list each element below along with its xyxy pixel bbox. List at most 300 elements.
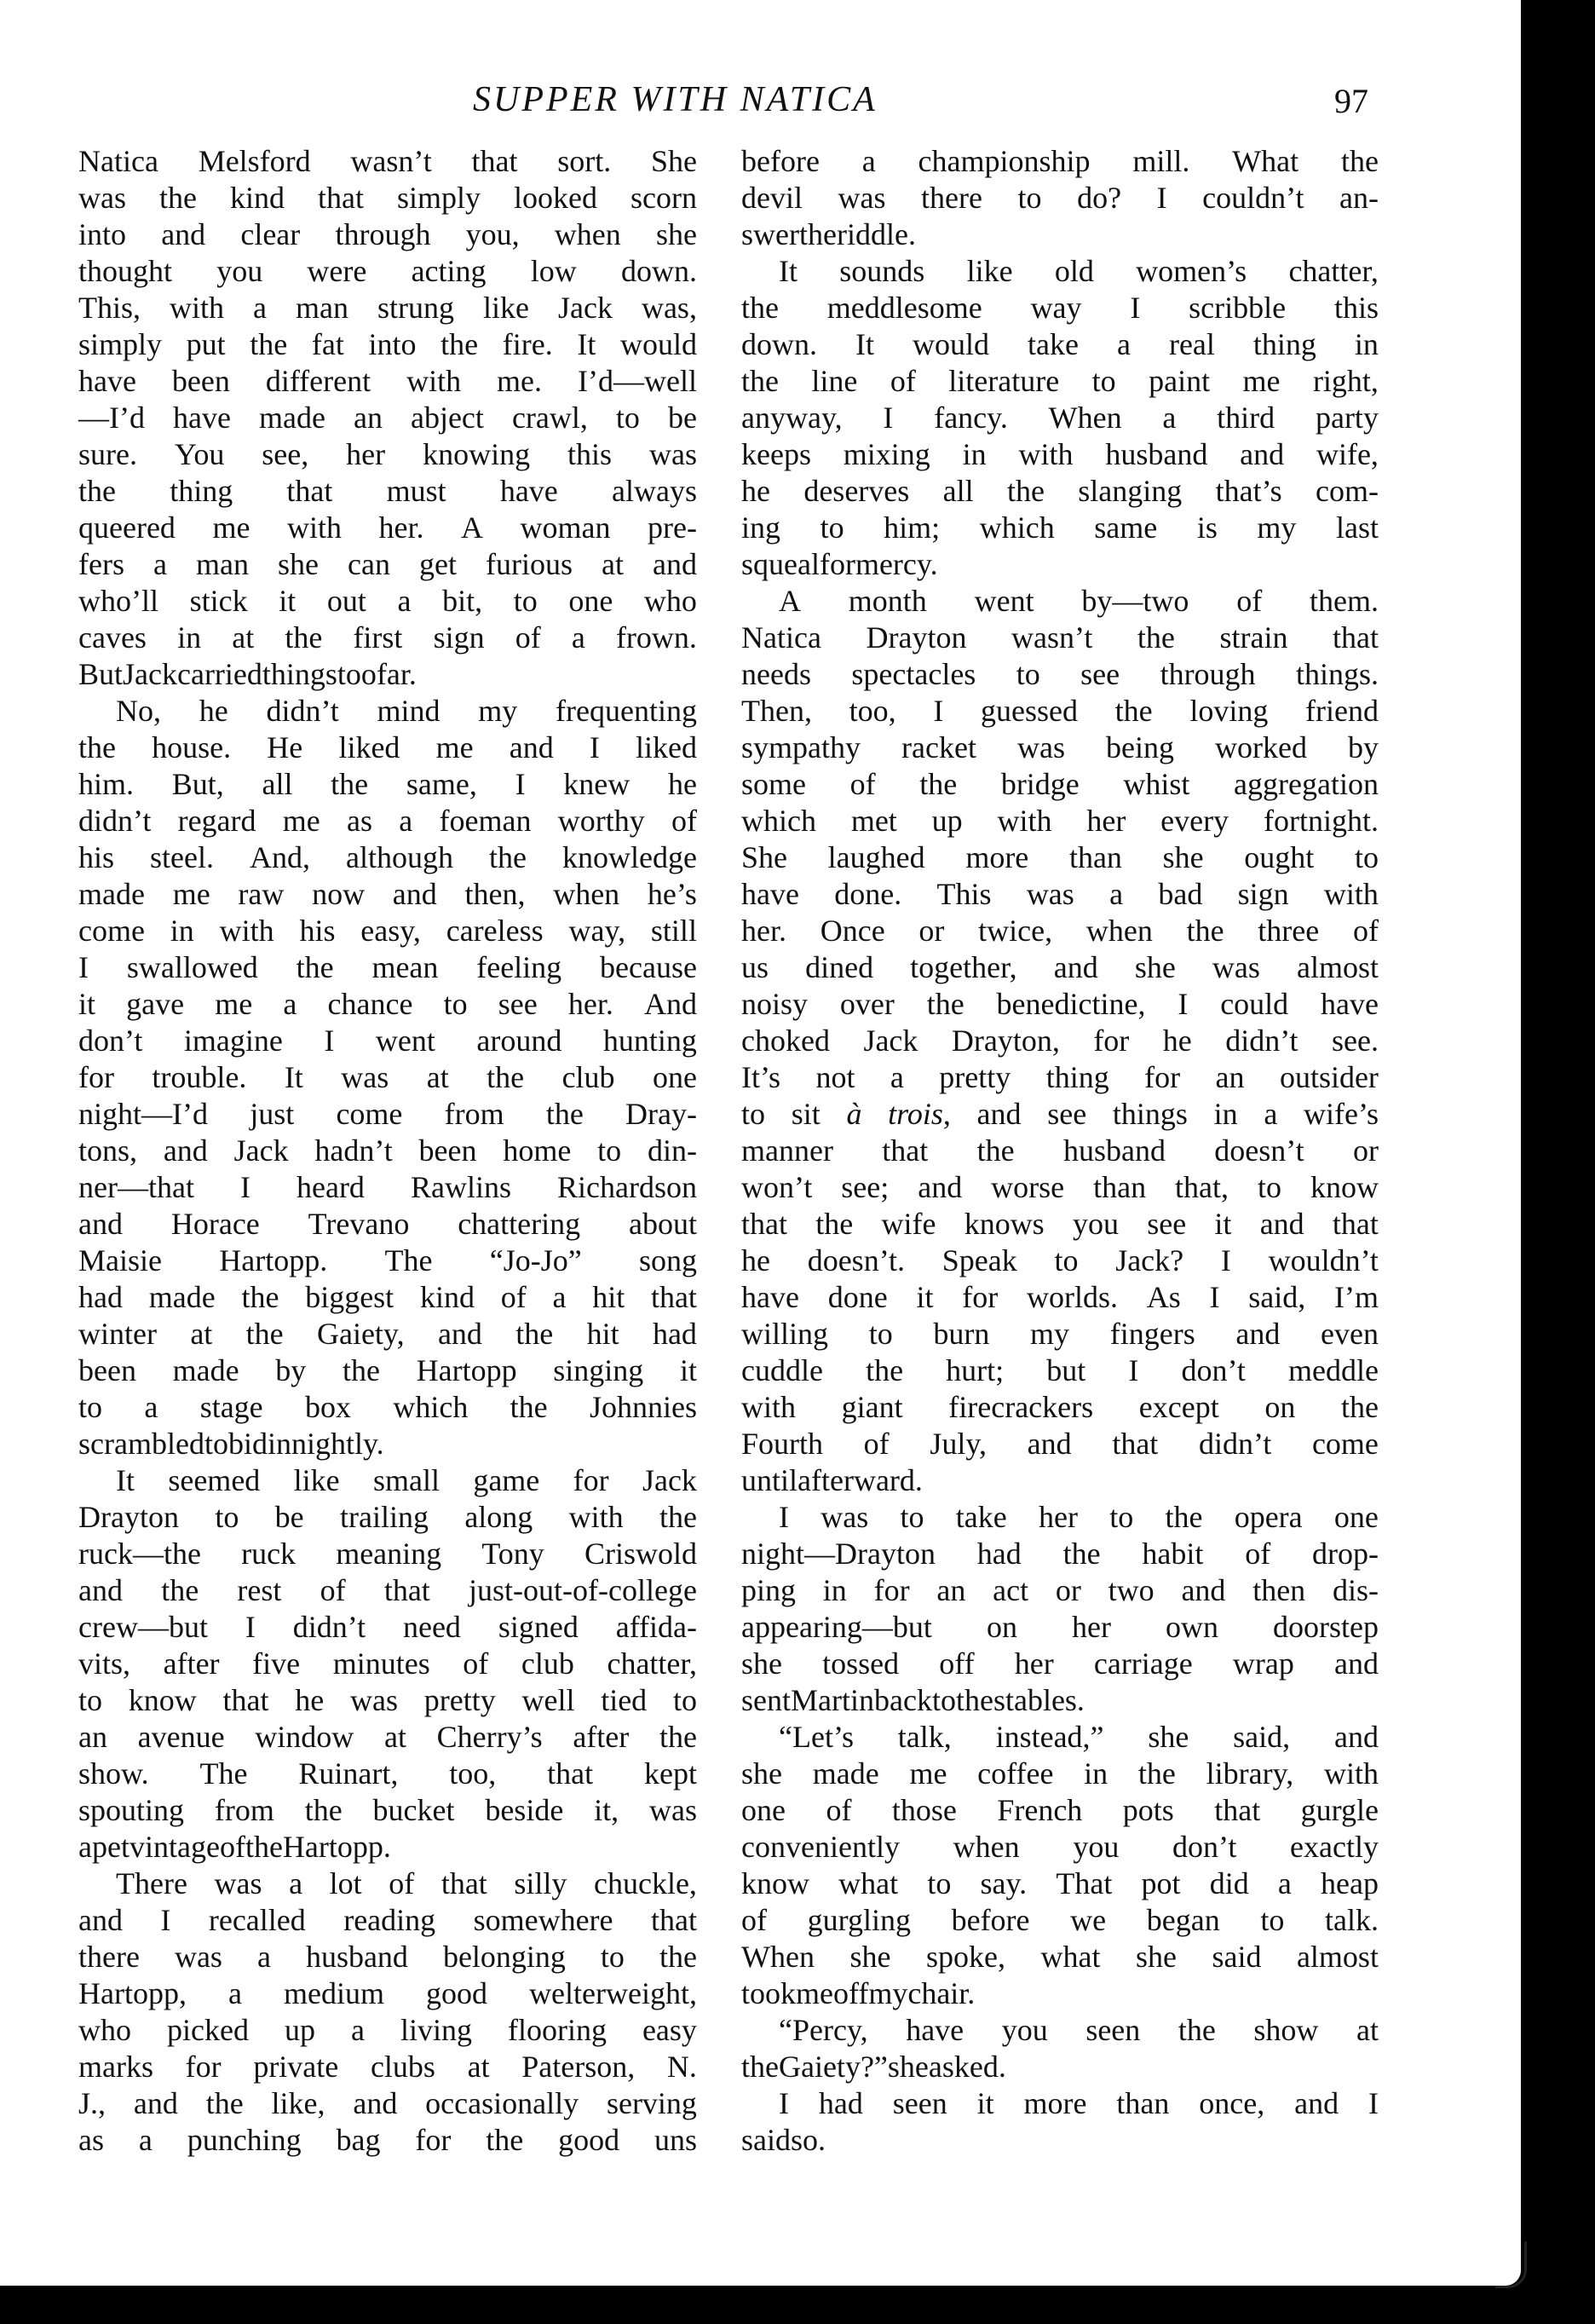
word: even: [1321, 1317, 1379, 1351]
word: the: [285, 620, 323, 655]
word: burn: [933, 1317, 990, 1351]
word: for: [873, 1573, 910, 1607]
word: and: [353, 2086, 398, 2120]
word: dis-: [1332, 1573, 1379, 1607]
word: made: [172, 1353, 239, 1387]
word: which: [979, 510, 1055, 545]
word: that: [1214, 1793, 1261, 1827]
word: down.: [620, 254, 697, 288]
word: things: [1112, 1097, 1188, 1131]
word: month: [848, 584, 927, 618]
word: choked: [741, 1024, 830, 1058]
word: didn’t: [266, 694, 339, 728]
word: that: [741, 1207, 787, 1241]
word: championship: [918, 144, 1091, 178]
word: low: [530, 254, 577, 288]
word: It: [577, 327, 596, 361]
word: I: [1368, 2086, 1379, 2120]
word: say.: [980, 1866, 1028, 1900]
word: night—Drayton: [741, 1537, 936, 1571]
word: me: [212, 510, 250, 545]
word: for: [415, 2123, 452, 2157]
word: to: [927, 1866, 952, 1900]
word: the: [515, 1317, 554, 1351]
word: what: [1040, 1940, 1101, 1974]
word: with: [741, 1390, 797, 1424]
word: act: [993, 1573, 1029, 1607]
word: Hartopp.: [219, 1243, 328, 1277]
text-line: [741, 1243, 1379, 1279]
word: just: [250, 1097, 295, 1131]
word: a: [289, 1866, 303, 1900]
text-line: [741, 473, 1379, 510]
text-line: [78, 400, 697, 436]
text-line: [741, 1389, 1379, 1426]
word: had: [78, 1280, 123, 1314]
text-line: [741, 1059, 1379, 1096]
word: in: [1084, 1756, 1108, 1791]
word: she: [887, 2050, 929, 2084]
word: of: [890, 364, 916, 398]
word: furious: [485, 547, 573, 581]
word: literature: [948, 364, 1060, 398]
word: won’t: [741, 1170, 813, 1204]
word: Cherry’s: [436, 1720, 543, 1754]
word: he: [741, 1243, 770, 1277]
word: made: [812, 1756, 879, 1791]
word: that: [1112, 1427, 1159, 1461]
word: hit: [592, 1280, 625, 1314]
word: to: [741, 1097, 766, 1131]
word: that: [440, 1866, 487, 1900]
text-line: [78, 1866, 697, 1902]
word: husband: [1062, 1133, 1166, 1168]
word: he’s: [647, 877, 697, 911]
word: simply: [396, 181, 481, 215]
word: a: [1277, 1866, 1292, 1900]
word: kind: [229, 181, 285, 215]
word: mean: [371, 950, 439, 984]
word: scribble: [1189, 291, 1287, 325]
word: just-out-of-college: [469, 1573, 697, 1607]
text-line: [741, 2012, 1379, 2049]
text-line: [78, 2122, 697, 2159]
word: women’s: [1136, 254, 1247, 288]
word: Speak: [941, 1243, 1017, 1277]
word: a: [571, 620, 585, 655]
word: swer: [741, 217, 799, 251]
word: biggest: [305, 1280, 394, 1314]
text-line: [78, 986, 697, 1023]
word: husband: [305, 1940, 408, 1974]
word: of: [1245, 1537, 1271, 1571]
word: for: [573, 1463, 609, 1497]
word: husband: [1105, 437, 1208, 471]
word: gurgle: [1300, 1793, 1379, 1827]
word: it: [78, 987, 96, 1021]
word: pretty: [939, 1060, 1011, 1094]
word: the: [245, 1830, 283, 1864]
page-number: 97: [1334, 82, 1368, 120]
text-line: [741, 1352, 1379, 1389]
word: back: [873, 1683, 932, 1717]
word: a: [1116, 327, 1131, 361]
word: of: [515, 620, 541, 655]
word: It’s: [741, 1060, 781, 1094]
word: Jack: [863, 1024, 918, 1058]
word: silly: [514, 1866, 567, 1900]
word: the: [955, 1683, 993, 1717]
word: now: [312, 877, 366, 911]
word: that: [547, 1756, 594, 1791]
word: bad: [1158, 877, 1203, 911]
text-line: [78, 326, 697, 363]
word: sort.: [557, 144, 612, 178]
word: serving: [606, 2086, 697, 2120]
word: was: [1026, 877, 1074, 911]
word: Fourth: [741, 1427, 824, 1461]
word: have: [1321, 987, 1379, 1021]
word: thing: [1252, 327, 1316, 361]
word: drop-: [1312, 1537, 1379, 1571]
word: song: [638, 1243, 697, 1277]
word: she: [741, 1756, 782, 1791]
word: I: [1220, 1243, 1231, 1277]
word: his: [78, 840, 115, 874]
word: a: [552, 1280, 567, 1314]
word: private: [253, 2050, 339, 2084]
word: I: [779, 1500, 789, 1534]
word: into: [78, 217, 127, 251]
word: instead,”: [995, 1720, 1104, 1754]
text-line: [78, 546, 697, 583]
word: didn’t: [292, 1610, 366, 1644]
word: worthy: [557, 804, 645, 838]
word: was: [349, 1683, 398, 1717]
word: that: [650, 1280, 697, 1314]
word: A: [779, 584, 801, 618]
word: out: [326, 584, 366, 618]
word: he: [199, 694, 228, 728]
word: come: [336, 1097, 403, 1131]
text-line: [741, 363, 1379, 400]
word: thing: [1045, 1060, 1109, 1094]
word: But,: [171, 767, 224, 801]
word: said: [1212, 1940, 1262, 1974]
word: wife: [881, 1207, 936, 1241]
word: and: [1235, 1317, 1281, 1351]
word: worlds.: [1026, 1280, 1118, 1314]
word: different: [265, 364, 371, 398]
word: rest: [237, 1573, 282, 1607]
word: thought: [78, 254, 173, 288]
word: like: [966, 254, 1013, 288]
word: seemed: [168, 1463, 261, 1497]
word: vintage: [129, 1830, 220, 1864]
word: all: [942, 474, 974, 508]
word: to: [1109, 1500, 1134, 1534]
word: into: [368, 327, 417, 361]
word: old: [1054, 254, 1094, 288]
word: to: [513, 584, 538, 618]
word: not: [815, 1060, 855, 1094]
text-line: [78, 1426, 697, 1462]
word: fire.: [502, 327, 553, 361]
word: dined: [805, 950, 874, 984]
word: gurgling: [807, 1903, 911, 1937]
word: have: [741, 877, 799, 911]
page-corner-curl: [1495, 2241, 1527, 2288]
word: “Let’s: [779, 1720, 854, 1754]
word: real: [1168, 327, 1215, 361]
word: the: [304, 1793, 343, 1827]
word: Gaiety?”: [778, 2050, 888, 2084]
word: she: [741, 1646, 782, 1681]
word: the: [866, 1353, 904, 1387]
word: same,: [406, 767, 477, 801]
word: heard: [296, 1170, 365, 1204]
word: way,: [568, 914, 626, 948]
word: was,: [641, 291, 697, 325]
word: wouldn’t: [1268, 1243, 1379, 1277]
word: wrap: [1232, 1646, 1294, 1681]
word: then: [1252, 1573, 1306, 1607]
word: an: [78, 1720, 107, 1754]
word: her: [1071, 1610, 1111, 1644]
word: Tony: [481, 1537, 544, 1571]
word: you: [1073, 1830, 1120, 1864]
word: the: [1186, 914, 1224, 948]
word: one: [741, 1793, 786, 1827]
word: Dray-: [625, 1097, 697, 1131]
word: that: [882, 1133, 929, 1168]
word: talk.: [1325, 1903, 1379, 1937]
word: at: [602, 547, 624, 581]
word: strung: [377, 291, 454, 325]
word: small: [372, 1463, 440, 1497]
word: was: [649, 1793, 697, 1827]
word: of: [389, 1866, 415, 1900]
word: easy,: [360, 914, 421, 948]
word: have: [173, 401, 231, 435]
word: for: [78, 1060, 114, 1094]
word: I: [239, 1170, 250, 1204]
word: was: [1212, 950, 1260, 984]
word: get: [418, 547, 457, 581]
word: was: [214, 1866, 262, 1900]
word: stables.: [993, 1683, 1085, 1717]
word: winter: [78, 1317, 157, 1351]
word: and: [976, 1097, 1022, 1131]
word: nightly.: [291, 1427, 384, 1461]
word: which: [393, 1390, 469, 1424]
text-line: [78, 803, 697, 839]
word: worse: [991, 1170, 1065, 1204]
text-line: [78, 583, 697, 620]
word: clear: [240, 217, 301, 251]
word: She: [741, 840, 787, 874]
word: to: [1260, 1903, 1285, 1937]
word: with: [1323, 877, 1379, 911]
word: It: [779, 254, 798, 288]
word: regard: [177, 804, 256, 838]
word: talk,: [897, 1720, 952, 1754]
word: flooring: [507, 2013, 607, 2047]
word: have: [741, 1280, 799, 1314]
word: coffee: [977, 1756, 1054, 1791]
word: him.: [78, 767, 135, 801]
word: to: [1016, 657, 1040, 691]
text-line: [78, 729, 697, 766]
text-line: [78, 1462, 697, 1499]
word: in: [962, 437, 987, 471]
word: to: [597, 1133, 622, 1168]
word: the: [1062, 1537, 1101, 1571]
word: French: [997, 1793, 1083, 1827]
word: an: [936, 1573, 966, 1607]
text-line: [741, 986, 1379, 1023]
word: been: [78, 1353, 136, 1387]
word: the: [159, 181, 197, 215]
word: Horace: [170, 1207, 260, 1241]
word: would: [619, 327, 697, 361]
word: fortnight.: [1263, 804, 1379, 838]
word: first: [353, 620, 403, 655]
word: and: [1240, 437, 1285, 471]
word: Johnnies: [590, 1390, 697, 1424]
word: a: [1264, 1097, 1278, 1131]
text-line: [78, 290, 697, 326]
word: meddlesome: [826, 291, 982, 325]
word: which: [741, 804, 816, 838]
word: last: [1335, 510, 1379, 545]
word: N.: [666, 2050, 697, 2084]
text-line: [78, 620, 697, 656]
word: my: [868, 1976, 908, 2010]
word: said: [741, 2123, 791, 2157]
word: to: [1017, 181, 1042, 215]
word: to: [931, 1683, 956, 1717]
word: by: [1347, 730, 1379, 764]
text-line: [78, 363, 697, 400]
word: the: [1340, 144, 1379, 178]
word: over: [839, 987, 895, 1021]
word: a: [283, 987, 297, 1021]
word: done: [827, 1280, 888, 1314]
word: minutes: [332, 1646, 430, 1681]
word: of: [741, 1903, 767, 1937]
word: she: [277, 547, 319, 581]
word: some: [741, 767, 806, 801]
word: “Percy,: [779, 2013, 868, 2047]
word: with: [219, 914, 274, 948]
word: but: [1046, 1353, 1086, 1387]
word: met: [850, 804, 897, 838]
text-line: [78, 1939, 697, 1975]
word: and: [78, 1573, 123, 1607]
word: wasn’t: [350, 144, 432, 178]
word: the: [440, 327, 479, 361]
word: was: [341, 1060, 389, 1094]
word: or: [1352, 1133, 1379, 1168]
word: mind: [377, 694, 440, 728]
word: I: [1156, 181, 1167, 215]
word: the: [510, 1390, 548, 1424]
word: chair.: [907, 1976, 976, 2010]
text-line: [78, 1133, 697, 1169]
word: like: [293, 1463, 340, 1497]
word: And: [643, 987, 697, 1021]
word: about: [629, 1207, 697, 1241]
word: Jack: [642, 1463, 697, 1497]
word: made: [148, 1280, 216, 1314]
text-line: [741, 913, 1379, 949]
text-line: [741, 1499, 1379, 1536]
word: in: [1213, 1097, 1238, 1131]
word: “Jo-Jo”: [489, 1243, 582, 1277]
text-line: [741, 143, 1379, 180]
word: said,: [1248, 1280, 1306, 1314]
word: her.: [567, 987, 613, 1021]
word: box: [305, 1390, 351, 1424]
word: club: [521, 1646, 574, 1681]
word: and: [78, 1903, 123, 1937]
word: Paterson,: [521, 2050, 636, 2084]
text-line: [78, 2012, 697, 2049]
running-head: [0, 78, 1521, 121]
word: had: [818, 2086, 863, 2120]
word: we: [1070, 1903, 1107, 1937]
word: an-: [1339, 181, 1379, 215]
text-line: [78, 180, 697, 216]
text-line: [741, 510, 1379, 546]
text-line: [78, 1756, 697, 1792]
word: pot: [1141, 1866, 1181, 1900]
word: see,: [262, 437, 309, 471]
word: imagine: [183, 1024, 283, 1058]
word: wasn’t: [1011, 620, 1093, 655]
word: night—I’d: [78, 1097, 208, 1131]
word: than: [1093, 1170, 1147, 1204]
word: the: [976, 1133, 1015, 1168]
text-line: [741, 693, 1379, 729]
word: the: [488, 840, 527, 874]
word: me: [215, 987, 253, 1021]
word: to: [1091, 364, 1116, 398]
word: caves: [78, 620, 147, 655]
text-line: [741, 2049, 1379, 2085]
text-line: [741, 583, 1379, 620]
word: sent: [741, 1683, 791, 1717]
text-line: [741, 1316, 1379, 1352]
word: simply: [78, 327, 163, 361]
word: bucket: [372, 1793, 455, 1827]
word: see: [498, 987, 538, 1021]
word: from: [444, 1097, 504, 1131]
text-line: [741, 1646, 1379, 1682]
word: guessed: [981, 694, 1078, 728]
word: the: [487, 1060, 525, 1094]
word: keeps: [741, 437, 811, 471]
text-line: [741, 1169, 1379, 1206]
word: I: [515, 767, 526, 801]
word: friend: [1305, 694, 1379, 728]
word: in: [177, 620, 202, 655]
word: don’t: [1181, 1353, 1246, 1387]
word: don’t: [78, 1024, 143, 1058]
word: I: [1130, 291, 1141, 325]
word: at: [467, 2050, 490, 2084]
